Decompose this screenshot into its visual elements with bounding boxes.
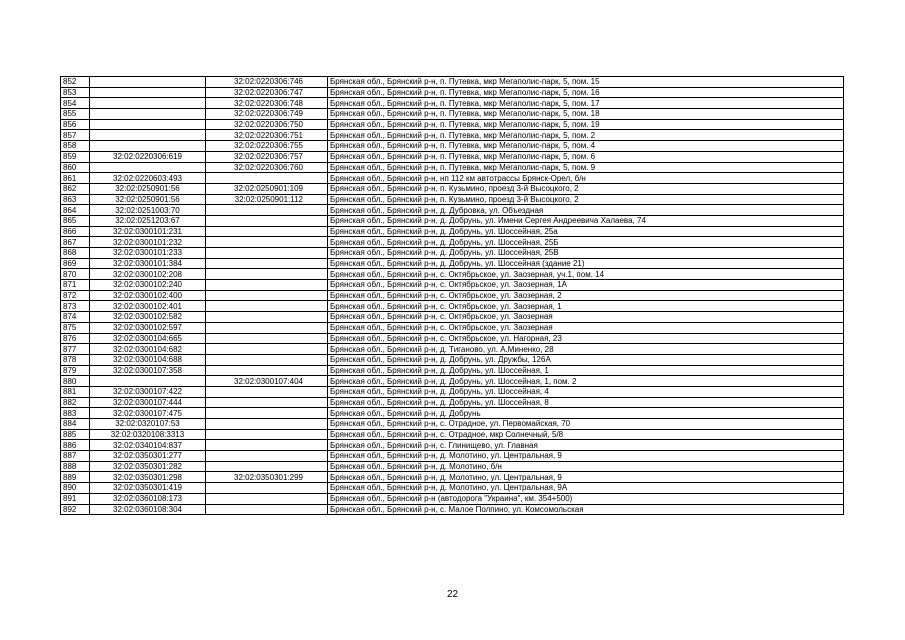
table-row (61, 205, 844, 216)
object-cadastral-number: 32:02:0220306:755 (206, 141, 328, 152)
row-number: 883 (61, 408, 90, 419)
address: Брянская обл., Брянский р-н, д. Добрунь, ул. Дружбы, 126А (328, 354, 844, 365)
row-number: 885 (61, 429, 90, 440)
address: Брянская обл., Брянский р-н, с. Малое Полпино, ул. Комсомольская (328, 504, 844, 515)
object-cadastral-number: 32:02:0220306:749 (206, 109, 328, 120)
table-row (61, 344, 844, 355)
land-cadastral-number: 32:02:0300102:401 (90, 301, 206, 312)
object-cadastral-number (206, 290, 328, 301)
table-row (61, 386, 844, 397)
land-cadastral-number: 32:02:0300107:444 (90, 397, 206, 408)
address: Брянская обл., Брянский р-н, п. Путевка, мкр Мегаполис-парк, 5, пом. 15 (328, 77, 844, 88)
row-number: 876 (61, 333, 90, 344)
address: Брянская обл., Брянский р-н, п. Кузьмино, проезд 3-й Высоцкого, 2 (328, 194, 844, 205)
object-cadastral-number: 32:02:0220306:757 (206, 151, 328, 162)
object-cadastral-number: 32:02:0300107:404 (206, 376, 328, 387)
object-cadastral-number (206, 408, 328, 419)
object-cadastral-number: 32:02:0250901:109 (206, 183, 328, 194)
address: Брянская обл., Брянский р-н, с. Октябрьское, ул. Нагорная, 23 (328, 333, 844, 344)
land-cadastral-number: 32:02:0360108:304 (90, 504, 206, 515)
object-cadastral-number (206, 397, 328, 408)
address: Брянская обл., Брянский р-н, д. Добрунь, ул. Шоссейная, 25Б (328, 237, 844, 248)
row-number: 856 (61, 119, 90, 130)
land-cadastral-number: 32:02:0300102:400 (90, 290, 206, 301)
table-row (61, 365, 844, 376)
address: Брянская обл., Брянский р-н, п. Путевка, мкр Мегаполис-парк, 5, пом. 17 (328, 98, 844, 109)
address: Брянская обл., Брянский р-н, п. Путевка, мкр Мегаполис-парк, 5, пом. 4 (328, 141, 844, 152)
table-row (61, 301, 844, 312)
table-row (61, 269, 844, 280)
land-cadastral-number: 32:02:0300101:384 (90, 258, 206, 269)
address: Брянская обл., Брянский р-н, д. Добрунь, ул. Шоссейная, 8 (328, 397, 844, 408)
land-cadastral-number: 32:02:0250901:56 (90, 183, 206, 194)
table-row (61, 119, 844, 130)
row-number: 892 (61, 504, 90, 515)
address: Брянская обл., Брянский р-н, п. Путевка, мкр Мегаполис-парк, 5, пом. 19 (328, 119, 844, 130)
row-number: 886 (61, 440, 90, 451)
land-cadastral-number: 32:02:0300107:475 (90, 408, 206, 419)
address: Брянская обл., Брянский р-н, нп 112 км автотрассы Брянск-Орел, б/н (328, 173, 844, 184)
row-number: 860 (61, 162, 90, 173)
row-number: 891 (61, 493, 90, 504)
table-row (61, 109, 844, 120)
object-cadastral-number (206, 354, 328, 365)
object-cadastral-number (206, 248, 328, 259)
land-cadastral-number: 32:02:0300102:208 (90, 269, 206, 280)
row-number: 864 (61, 205, 90, 216)
table-row (61, 237, 844, 248)
land-cadastral-number: 32:02:0300107:358 (90, 365, 206, 376)
land-cadastral-number: 32:02:0300101:233 (90, 248, 206, 259)
object-cadastral-number (206, 301, 328, 312)
table-row (61, 141, 844, 152)
address: Брянская обл., Брянский р-н, д. Добрунь, ул. Шоссейная, 25В (328, 248, 844, 259)
row-number: 880 (61, 376, 90, 387)
address: Брянская обл., Брянский р-н, д. Добрунь, ул. Шоссейная, 1, пом. 2 (328, 376, 844, 387)
table-row (61, 87, 844, 98)
object-cadastral-number (206, 226, 328, 237)
object-cadastral-number: 32:02:0220306:747 (206, 87, 328, 98)
object-cadastral-number (206, 365, 328, 376)
object-cadastral-number: 32:02:0220306:751 (206, 130, 328, 141)
address: Брянская обл., Брянский р-н, д. Дубровка, ул. Объездная (328, 205, 844, 216)
row-number: 872 (61, 290, 90, 301)
object-cadastral-number (206, 504, 328, 515)
land-cadastral-number (90, 130, 206, 141)
land-cadastral-number (90, 162, 206, 173)
table-row (61, 451, 844, 462)
row-number: 854 (61, 98, 90, 109)
row-number: 881 (61, 386, 90, 397)
table-row (61, 419, 844, 430)
row-number: 878 (61, 354, 90, 365)
address: Брянская обл., Брянский р-н, д. Молотино, ул. Центральная, 9А (328, 483, 844, 494)
address: Брянская обл., Брянский р-н, с. Октябрьское, ул. Заозерная (328, 322, 844, 333)
land-cadastral-number: 32:02:0320107:53 (90, 419, 206, 430)
row-number: 858 (61, 141, 90, 152)
land-cadastral-number: 32:02:0320108:3313 (90, 429, 206, 440)
table-row (61, 290, 844, 301)
address: Брянская обл., Брянский р-н, с. Глинищево, ул. Главная (328, 440, 844, 451)
row-number: 871 (61, 280, 90, 291)
land-cadastral-number: 32:02:0300104:682 (90, 344, 206, 355)
table-row (61, 440, 844, 451)
table-row (61, 280, 844, 291)
row-number: 889 (61, 472, 90, 483)
address: Брянская обл., Брянский р-н, п. Путевка, мкр Мегаполис-парк, 5, пом. 16 (328, 87, 844, 98)
object-cadastral-number: 32:02:0220306:746 (206, 77, 328, 88)
object-cadastral-number (206, 280, 328, 291)
table-row (61, 493, 844, 504)
object-cadastral-number (206, 322, 328, 333)
land-cadastral-number (90, 109, 206, 120)
row-number: 853 (61, 87, 90, 98)
land-cadastral-number: 32:02:0350301:282 (90, 461, 206, 472)
land-cadastral-number: 32:02:0251203:67 (90, 215, 206, 226)
object-cadastral-number (206, 419, 328, 430)
address: Брянская обл., Брянский р-н, с. Октябрьское, ул. Заозерная, 2 (328, 290, 844, 301)
object-cadastral-number: 32:02:0220306:748 (206, 98, 328, 109)
table-row (61, 98, 844, 109)
address: Брянская обл., Брянский р-н, п. Кузьмино, проезд 3-й Высоцкого, 2 (328, 183, 844, 194)
address: Брянская обл., Брянский р-н, д. Молотино, б/н (328, 461, 844, 472)
table-row (61, 173, 844, 184)
land-cadastral-number: 32:02:0300104:665 (90, 333, 206, 344)
land-cadastral-number: 32:02:0350301:277 (90, 451, 206, 462)
address: Брянская обл., Брянский р-н, д. Тиганово, ул. А.Миненко, 28 (328, 344, 844, 355)
row-number: 870 (61, 269, 90, 280)
land-cadastral-number: 32:02:0350301:298 (90, 472, 206, 483)
object-cadastral-number (206, 483, 328, 494)
address: Брянская обл., Брянский р-н, с. Октябрьское, ул. Заозерная (328, 312, 844, 323)
object-cadastral-number (206, 258, 328, 269)
land-cadastral-number: 32:02:0220603:493 (90, 173, 206, 184)
table-row (61, 130, 844, 141)
row-number: 865 (61, 215, 90, 226)
land-cadastral-number: 32:02:0340104:837 (90, 440, 206, 451)
object-cadastral-number (206, 386, 328, 397)
address: Брянская обл., Брянский р-н, д. Добрунь, ул. Шоссейная, 1 (328, 365, 844, 376)
object-cadastral-number (206, 493, 328, 504)
address: Брянская обл., Брянский р-н, п. Путевка, мкр Мегаполис-парк, 5, пом. 2 (328, 130, 844, 141)
table-row (61, 397, 844, 408)
land-cadastral-number (90, 376, 206, 387)
land-cadastral-number: 32:02:0300101:231 (90, 226, 206, 237)
table-row (61, 504, 844, 515)
land-cadastral-number (90, 87, 206, 98)
object-cadastral-number (206, 205, 328, 216)
land-cadastral-number (90, 141, 206, 152)
land-cadastral-number: 32:02:0251003:70 (90, 205, 206, 216)
row-number: 884 (61, 419, 90, 430)
object-cadastral-number (206, 269, 328, 280)
table-row (61, 151, 844, 162)
address: Брянская обл., Брянский р-н, д. Добрунь, ул. Шоссейная, 4 (328, 386, 844, 397)
land-cadastral-number: 32:02:0350301:419 (90, 483, 206, 494)
table-row (61, 408, 844, 419)
table-row (61, 215, 844, 226)
address: Брянская обл., Брянский р-н, с. Октябрьское, ул. Заозерная, 1 (328, 301, 844, 312)
land-cadastral-number: 32:02:0300107:422 (90, 386, 206, 397)
address: Брянская обл., Брянский р-н, п. Путевка, мкр Мегаполис-парк, 5, пом. 6 (328, 151, 844, 162)
address: Брянская обл., Брянский р-н, с. Отрадное, ул. Первомайская, 70 (328, 419, 844, 430)
object-cadastral-number (206, 344, 328, 355)
land-cadastral-number: 32:02:0300104:688 (90, 354, 206, 365)
table-row (61, 194, 844, 205)
address: Брянская обл., Брянский р-н, с. Отрадное, мкр Солнечный, 5/8 (328, 429, 844, 440)
row-number: 861 (61, 173, 90, 184)
object-cadastral-number (206, 312, 328, 323)
object-cadastral-number: 32:02:0220306:750 (206, 119, 328, 130)
address: Брянская обл., Брянский р-н, д. Молотино, ул. Центральная, 9 (328, 472, 844, 483)
table-row (61, 333, 844, 344)
address: Брянская обл., Брянский р-н, д. Добрунь, ул. Имени Сергея Андреевича Халаева, 74 (328, 215, 844, 226)
object-cadastral-number (206, 173, 328, 184)
address: Брянская обл., Брянский р-н, д. Добрунь, ул. Шоссейная (здание 21) (328, 258, 844, 269)
address: Брянская обл., Брянский р-н (автодорога "Украина", км. 354+500) (328, 493, 844, 504)
table-row (61, 258, 844, 269)
object-cadastral-number (206, 440, 328, 451)
table-row (61, 162, 844, 173)
address: Брянская обл., Брянский р-н, п. Путевка, мкр Мегаполис-парк, 5, пом. 9 (328, 162, 844, 173)
land-cadastral-number: 32:02:0300102:240 (90, 280, 206, 291)
row-number: 868 (61, 248, 90, 259)
address: Брянская обл., Брянский р-н, п. Путевка, мкр Мегаполис-парк, 5, пом. 18 (328, 109, 844, 120)
table-row (61, 322, 844, 333)
row-number: 890 (61, 483, 90, 494)
cadastral-table (60, 76, 844, 515)
row-number: 867 (61, 237, 90, 248)
row-number: 863 (61, 194, 90, 205)
object-cadastral-number (206, 333, 328, 344)
land-cadastral-number: 32:02:0250901:56 (90, 194, 206, 205)
row-number: 869 (61, 258, 90, 269)
row-number: 873 (61, 301, 90, 312)
object-cadastral-number: 32:02:0220306:760 (206, 162, 328, 173)
object-cadastral-number (206, 215, 328, 226)
address: Брянская обл., Брянский р-н, д. Добрунь, ул. Шоссейная, 25а (328, 226, 844, 237)
address: Брянская обл., Брянский р-н, д. Молотино, ул. Центральная, 9 (328, 451, 844, 462)
table-row (61, 461, 844, 472)
address: Брянская обл., Брянский р-н, д. Добрунь (328, 408, 844, 419)
row-number: 887 (61, 451, 90, 462)
page-number: 22 (446, 589, 459, 600)
address: Брянская обл., Брянский р-н, с. Октябрьское, ул. Заозерная, уч.1, пом. 14 (328, 269, 844, 280)
row-number: 862 (61, 183, 90, 194)
address: Брянская обл., Брянский р-н, с. Октябрьское, ул. Заозерная, 1А (328, 280, 844, 291)
row-number: 857 (61, 130, 90, 141)
land-cadastral-number: 32:02:0360108:173 (90, 493, 206, 504)
table-row (61, 226, 844, 237)
land-cadastral-number (90, 119, 206, 130)
table-row (61, 376, 844, 387)
object-cadastral-number: 32:02:0350301:299 (206, 472, 328, 483)
table-row (61, 354, 844, 365)
table-body (61, 77, 844, 515)
table-row (61, 429, 844, 440)
table-row (61, 183, 844, 194)
row-number: 882 (61, 397, 90, 408)
row-number: 879 (61, 365, 90, 376)
row-number: 874 (61, 312, 90, 323)
land-cadastral-number: 32:02:0300102:582 (90, 312, 206, 323)
object-cadastral-number (206, 429, 328, 440)
row-number: 866 (61, 226, 90, 237)
table-row (61, 312, 844, 323)
land-cadastral-number: 32:02:0300102:597 (90, 322, 206, 333)
row-number: 855 (61, 109, 90, 120)
row-number: 877 (61, 344, 90, 355)
object-cadastral-number (206, 451, 328, 462)
row-number: 875 (61, 322, 90, 333)
table-row (61, 483, 844, 494)
row-number: 852 (61, 77, 90, 88)
land-cadastral-number (90, 98, 206, 109)
table-row (61, 77, 844, 88)
object-cadastral-number: 32:02:0250901:112 (206, 194, 328, 205)
land-cadastral-number (90, 77, 206, 88)
object-cadastral-number (206, 237, 328, 248)
row-number: 859 (61, 151, 90, 162)
row-number: 888 (61, 461, 90, 472)
table-row (61, 248, 844, 259)
table-row (61, 472, 844, 483)
object-cadastral-number (206, 461, 328, 472)
land-cadastral-number: 32:02:0220306:619 (90, 151, 206, 162)
land-cadastral-number: 32:02:0300101:232 (90, 237, 206, 248)
